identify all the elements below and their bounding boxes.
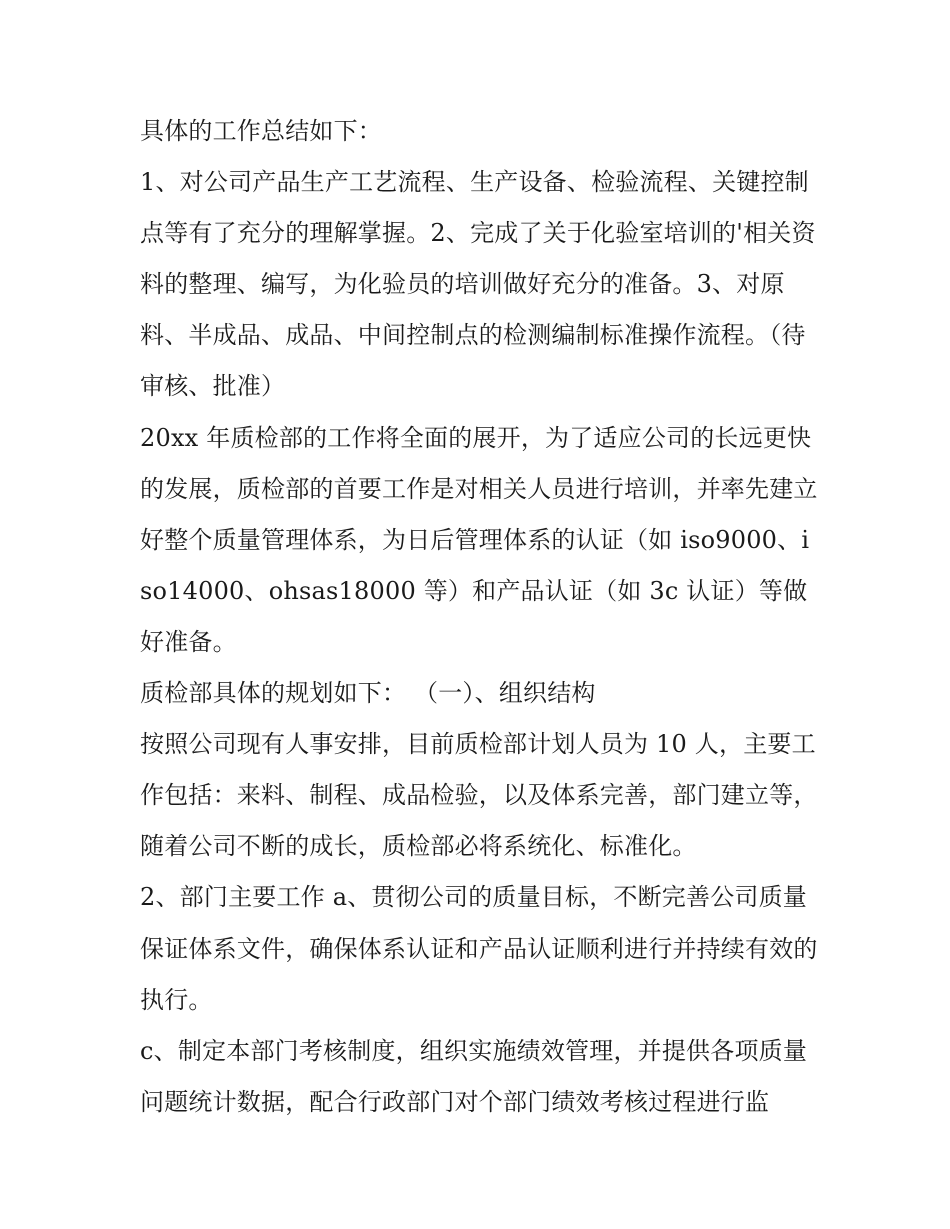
paragraph-work-summary: 1、对公司产品生产工艺流程、生产设备、检验流程、关键控制点等有了充分的理解掌握。2、完成了关于化验室培训的'相关资料的整理、编写，为化验员的培训做好充分的准备。3、对原料、半成品、成品、中间控制点的检测编制标准操作流程。（待审核、批准） [140,168,816,401]
paragraph-main-work: 2、部门主要工作 a、贯彻公司的质量目标，不断完善公司质量保证体系文件，确保体系认证和产品认证顺利进行并持续有效的执行。 [140,883,818,1014]
document-body [140,106,820,1128]
paragraph-summary-heading: 具体的工作总结如下： [140,117,382,145]
paragraph-assessment: c、制定本部门考核制度，组织实施绩效管理，并提供各项质量问题统计数据，配合行政部门对个部门绩效考核过程进行监 [140,1036,808,1116]
paragraph-staffing: 按照公司现有人事安排，目前质检部计划人员为 10 人，主要工作包括：来料、制程、成品检验，以及体系完善，部门建立等，随着公司不断的成长，质检部必将系统化、标准化。 [140,730,818,861]
paragraph-annual-plan: 20xx 年质检部的工作将全面的展开，为了适应公司的长远更快的发展，质检部的首要工作是对相关人员进行培训，并率先建立好整个质量管理体系，为日后管理体系的认证（如 iso9000、iso14000、ohsas18000 等）和产品认证（如 3c 认证）等做好准备。 [140,423,818,656]
paragraph-planning-heading: 质检部具体的规划如下： （一）、组织结构 [140,679,596,708]
